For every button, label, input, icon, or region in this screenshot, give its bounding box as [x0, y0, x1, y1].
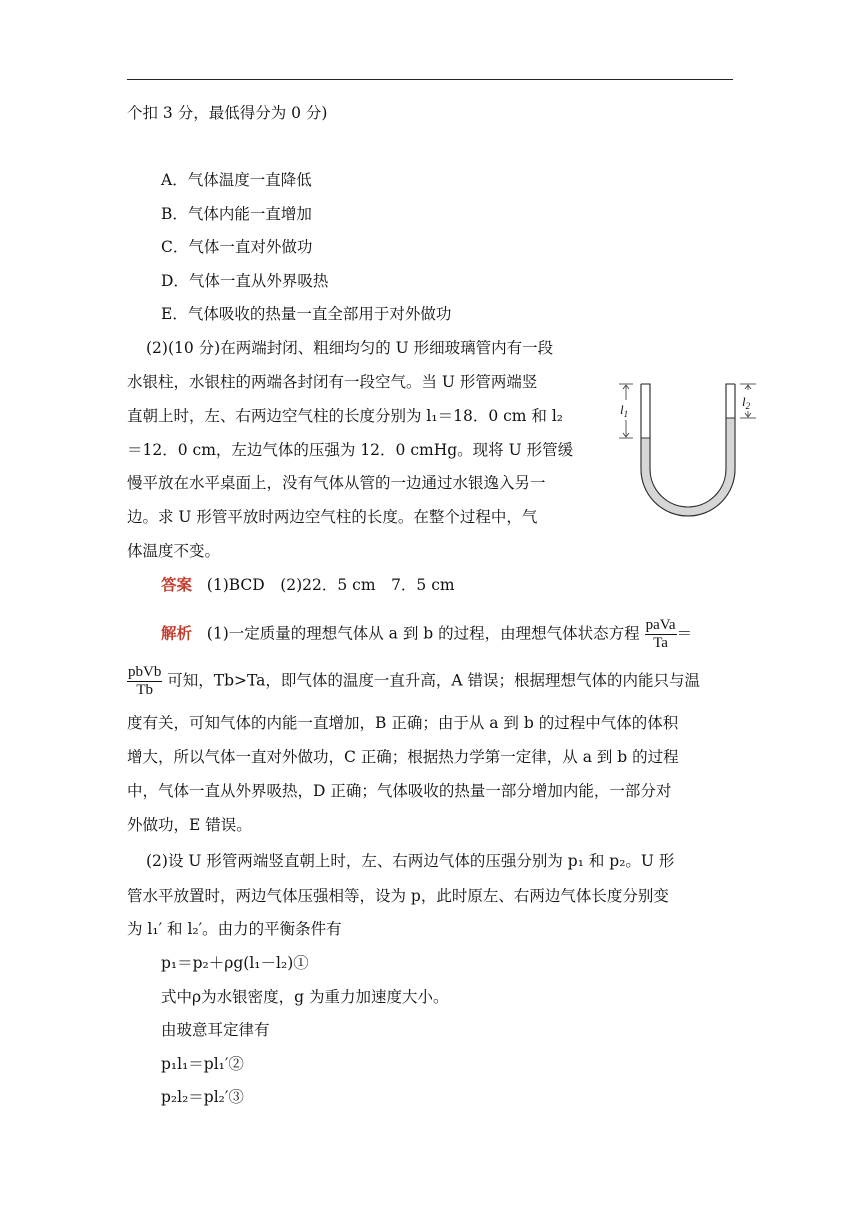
answer-line	[161, 574, 455, 596]
fraction-a-denominator: Ta	[653, 635, 668, 651]
analysis-text-1: (1)一定质量的理想气体从 a 到 b 的过程，由理想气体状态方程	[206, 624, 640, 643]
fraction-b-numerator: pbVb	[128, 664, 162, 680]
header-rule	[127, 79, 733, 80]
part2-line-3: 为 l₁′ 和 l₂′。由力的平衡条件有	[127, 920, 342, 938]
part2-line-2: 管水平放置时，两边气体压强相等，设为 p，此时原左、右两边气体长度分别变	[127, 887, 669, 905]
analysis-line-6: 外做功，E 错误。	[127, 816, 252, 834]
q2-line-4: ＝12．0 cm，左边气体的压强为 12．0 cmHg。现将 U 形管缓	[127, 441, 574, 459]
q2-line-3: 直朝上时，左、右两边空气柱的长度分别为 l₁＝18．0 cm 和 l₂	[127, 407, 564, 425]
svg-text:l1: $l_1$	[620, 402, 629, 419]
option-d: D．气体一直从外界吸热	[161, 272, 329, 290]
option-a: A．气体温度一直降低	[161, 171, 312, 189]
analysis-line-2	[127, 664, 700, 699]
analysis-label: 解析	[161, 624, 193, 643]
q2-line-1: (2)(10 分)在两端封闭、粗细均匀的 U 形细玻璃管内有一段	[146, 339, 554, 357]
q2-line-7: 体温度不变。	[127, 542, 221, 560]
fraction-b	[127, 664, 162, 699]
answer-text: (1)BCD (2)22．5 cm 7．5 cm	[206, 576, 455, 594]
density-note: 式中ρ为水银密度，g 为重力加速度大小。	[161, 988, 449, 1006]
equation-1: p₁＝p₂＋ρg(l₁－l₂)①	[161, 954, 309, 972]
fraction-a-numerator: paVa	[645, 617, 676, 633]
svg-text:l2: $l_2$	[742, 394, 751, 411]
analysis-line-5: 中，气体一直从外界吸热，D 正确；气体吸收的热量一部分增加内能，一部分对	[127, 782, 672, 800]
analysis-line-1: 解析 (1)一定质量的理想气体从 a 到 b 的过程，由理想气体状态方程 $\frac{\text{paVa}}{Ta}$ ＝	[161, 617, 693, 651]
analysis-line-3: 度有关，可知气体的内能一直增加，B 正确；由于从 a 到 b 的过程中气体的体积	[127, 714, 679, 732]
analysis-text-2: 可知，Tb>Ta，即气体的温度一直升高，A 错误；根据理想气体的内能只与温	[167, 671, 701, 690]
u-tube-figure	[612, 374, 762, 519]
analysis-line-4: 增大，所以气体一直对外做功，C 正确；根据热力学第一定律，从 a 到 b 的过程	[127, 748, 679, 766]
q2-line-5: 慢平放在水平桌面上，没有气体从管的一边通过水银逸入另一	[127, 474, 546, 492]
continued-instruction: 个扣 3 分，最低得分为 0 分)	[127, 104, 328, 122]
option-c: C．气体一直对外做功	[161, 238, 313, 256]
q2-line-6: 边。求 U 形管平放时两边空气柱的长度。在整个过程中，气	[127, 508, 538, 526]
boyle-law-line: 由玻意耳定律有	[161, 1021, 270, 1039]
option-b: B．气体内能一直增加	[161, 205, 312, 223]
fraction-b-denominator: Tb	[136, 682, 153, 698]
equation-3: p₂l₂＝pl₂′③	[161, 1088, 244, 1106]
equation-2: p₁l₁＝pl₁′②	[161, 1055, 244, 1073]
q2-line-2: 水银柱，水银柱的两端各封闭有一段空气。当 U 形管两端竖	[127, 373, 538, 391]
option-e: E．气体吸收的热量一直全部用于对外做功	[161, 305, 452, 323]
part2-line-1: (2)设 U 形管两端竖直朝上时，左、右两边气体的压强分别为 p₁ 和 p₂。U 形	[146, 852, 675, 870]
answer-label: 答案	[161, 576, 193, 594]
fraction-a	[645, 617, 677, 652]
